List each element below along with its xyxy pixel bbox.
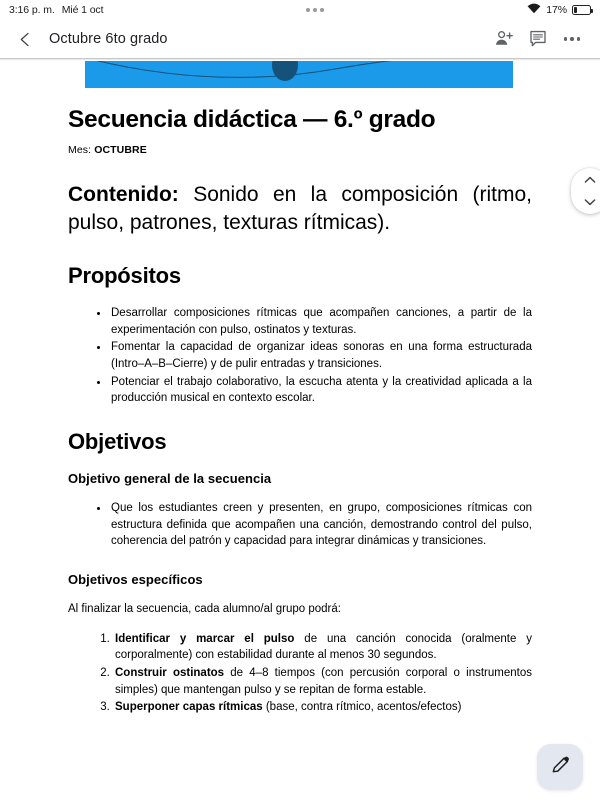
list-item: • Desarrollar composiciones rítmicas que acompañen canciones, a partir de la experimentación con pulso, ostinatos y texturas. bbox=[109, 305, 532, 338]
banner-graphic bbox=[85, 61, 513, 88]
person-add-icon[interactable] bbox=[489, 24, 519, 54]
list-item bbox=[113, 699, 532, 716]
document-header-banner bbox=[85, 61, 513, 88]
overflow-menu-icon[interactable] bbox=[557, 24, 587, 54]
status-bar-right bbox=[527, 3, 591, 17]
contenido-text: Sonido en la composición (ritmo, pulso, patrones, texturas rítmicas). bbox=[68, 183, 532, 235]
month-value: OCTUBRE bbox=[94, 144, 147, 157]
comment-icon[interactable] bbox=[523, 24, 553, 54]
pencil-edit-icon bbox=[549, 753, 572, 781]
month-line bbox=[68, 144, 532, 156]
status-bar-left bbox=[9, 4, 103, 16]
contenido-paragraph bbox=[68, 181, 532, 236]
app-bar bbox=[0, 20, 600, 58]
list-item-bold: Identificar y marcar el pulso bbox=[115, 632, 295, 645]
page-title: Secuencia didáctica — 6.º grado bbox=[68, 106, 436, 133]
section-heading-objetivos: Objetivos bbox=[68, 428, 167, 454]
document-canvas[interactable] bbox=[0, 58, 600, 800]
list-item-text: de 4–8 tiempos (con percusión corporal o instrumentos simples) que mantengan pulso y se repitan de forma estable. bbox=[115, 666, 532, 696]
objetivos-especificos-list bbox=[68, 631, 532, 716]
list-item bbox=[113, 665, 532, 698]
month-label: Mes: bbox=[68, 144, 92, 157]
wifi-icon bbox=[527, 3, 541, 17]
list-item-text: de una canción conocida (oralmente y corporalmente) con estabilidad durante al menos 30 segundos. bbox=[115, 632, 532, 662]
contenido-label: Contenido: bbox=[68, 183, 179, 207]
status-date: Mié 1 oct bbox=[61, 4, 104, 16]
battery-percent: 17% bbox=[546, 4, 567, 16]
list-item: • Potenciar el trabajo colaborativo, la escucha atenta y la creatividad aplicada a la producción musical en contexto escolar. bbox=[109, 374, 532, 407]
status-bar-center bbox=[103, 8, 527, 12]
list-item-text: (base, contra rítmico, acentos/efectos) bbox=[262, 701, 462, 714]
battery-icon bbox=[572, 5, 591, 15]
objetivos-especificos-lead: Al finalizar la secuencia, cada alumno/al grupo podrá: bbox=[68, 602, 341, 615]
list-item-bold: Construir ostinatos bbox=[115, 666, 225, 679]
status-bar bbox=[0, 0, 600, 20]
document-body bbox=[68, 106, 532, 738]
propositos-list bbox=[68, 305, 532, 407]
subheading-objetivos-especificos: Objetivos específicos bbox=[68, 571, 203, 587]
list-item-bold: Superponer capas rítmicas bbox=[115, 701, 263, 714]
overflow-dots bbox=[564, 37, 581, 40]
chevron-up-icon[interactable] bbox=[584, 171, 596, 189]
subheading-objetivo-general: Objetivo general de la secuencia bbox=[68, 470, 272, 486]
notification-dots-icon bbox=[306, 8, 324, 12]
list-item bbox=[113, 631, 532, 664]
list-item: • Fomentar la capacidad de organizar ideas sonoras en una forma estructurada (Intro–A–B–Cierre) y de pulir entradas y transiciones. bbox=[109, 339, 532, 372]
back-chevron-icon[interactable] bbox=[12, 26, 38, 52]
chevron-down-icon[interactable] bbox=[584, 193, 596, 211]
edit-fab-button[interactable] bbox=[537, 744, 583, 790]
document-title[interactable]: Octubre 6to grado bbox=[49, 31, 168, 47]
status-time: 3:16 p. m. bbox=[9, 4, 55, 16]
scroll-jump-control[interactable] bbox=[571, 168, 600, 214]
objetivo-general-list bbox=[68, 500, 532, 550]
list-item: • Que los estudiantes creen y presenten, en grupo, composiciones rítmicas con estructura definida que acompañen una canción, demostrando control del pulso, coherencia del patrón y capacidad para integrar dinámicas y transiciones. bbox=[109, 500, 532, 550]
section-heading-propositos: Propósitos bbox=[68, 262, 181, 288]
